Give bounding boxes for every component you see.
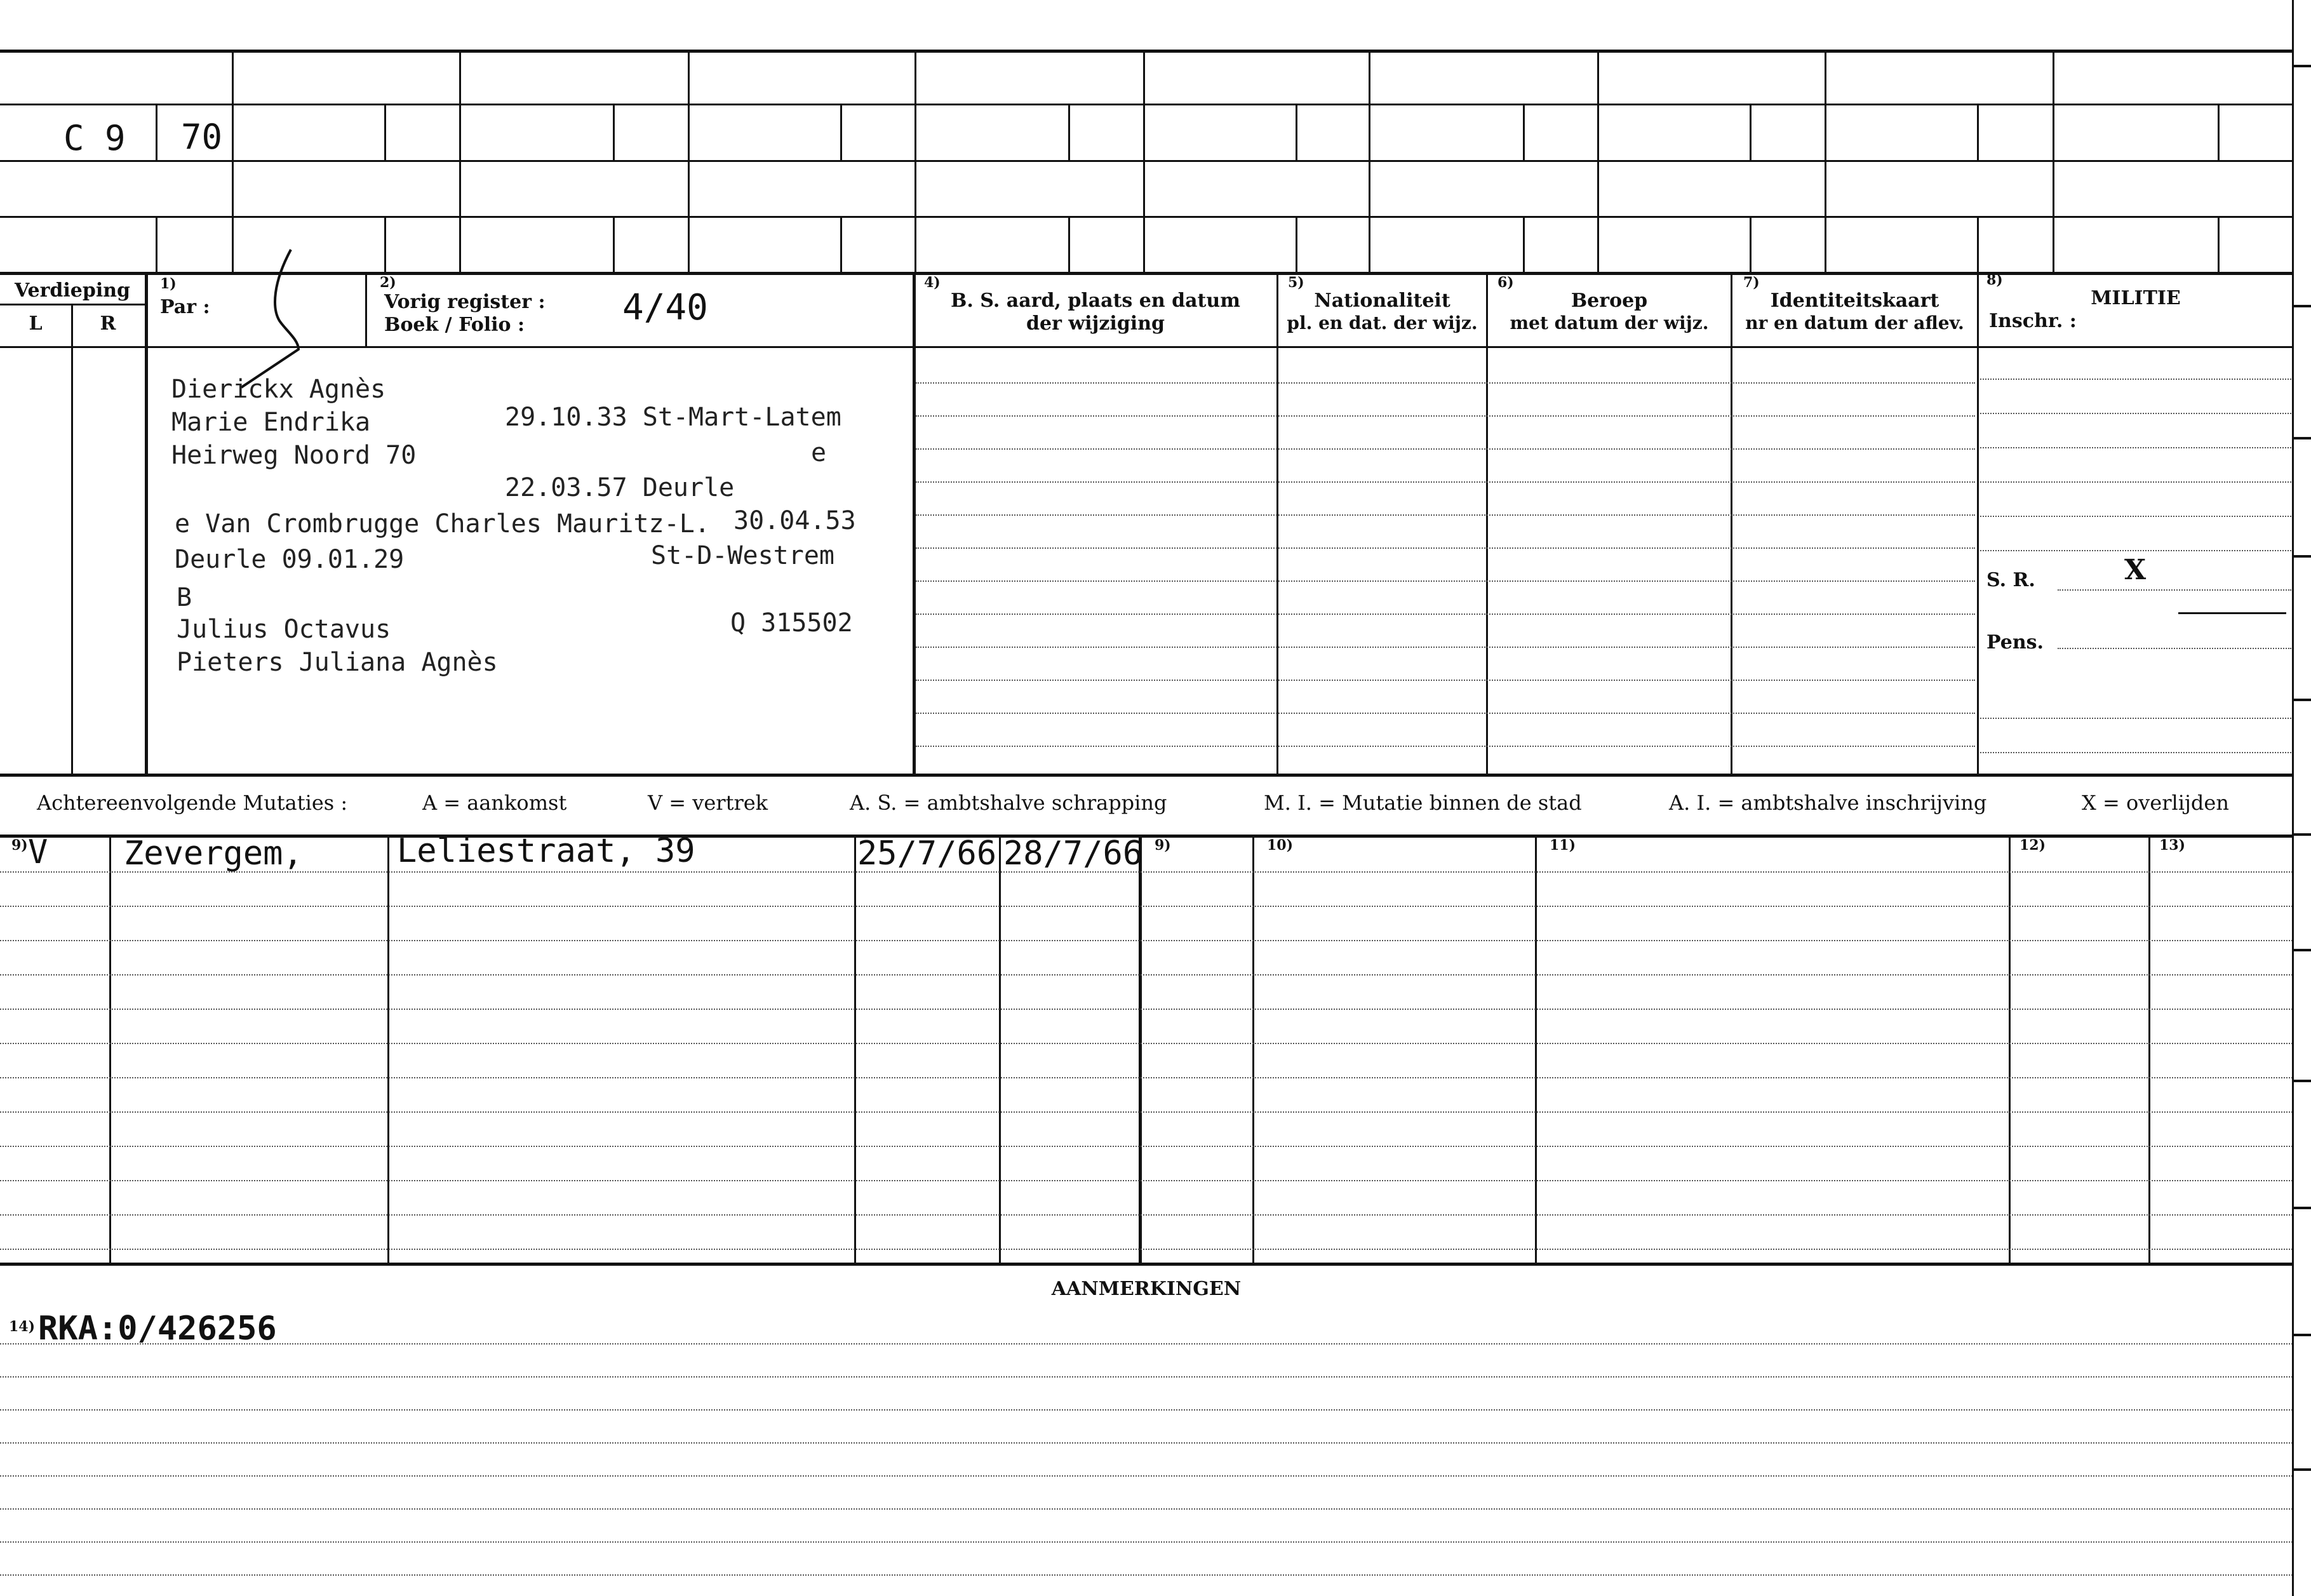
mutaties-title: Achtereenvolgende Mutaties : — [37, 791, 348, 815]
mut-num-10: 10) — [1267, 837, 1294, 854]
mut-street: Leliestraat, 39 — [397, 832, 695, 870]
inschr-label: Inschr. : — [1989, 310, 2077, 332]
col8-num: 8) — [1986, 272, 2003, 288]
id-number: Q 315502 — [730, 608, 853, 638]
mutaties-top-border — [0, 774, 2293, 777]
l-label: L — [29, 312, 43, 335]
e-mark: e — [811, 438, 827, 467]
col2-num: 2) — [380, 274, 396, 291]
legend-mi: M. I. = Mutatie binnen de stad — [1264, 791, 1582, 815]
sr-label: S. R. — [1986, 569, 2035, 591]
r-label: R — [100, 312, 116, 335]
mut-num-12: 12) — [2020, 837, 2046, 854]
col4-line2: der wijziging — [1026, 312, 1165, 335]
legend-v: V = vertrek — [648, 791, 768, 815]
mut-num-13: 13) — [2159, 837, 2186, 854]
mut-date1: 25/7/66 — [857, 835, 997, 873]
col1-num: 1) — [160, 276, 177, 292]
col6-line1: Beroep — [1571, 290, 1648, 312]
person-line: Pieters Juliana Agnès — [177, 648, 498, 677]
col7-num: 7) — [1743, 274, 1760, 291]
person-line: Marie Endrika — [171, 408, 371, 437]
remarks-num: 14) — [9, 1318, 36, 1335]
header-top-border — [0, 272, 2293, 275]
mut-date2: 28/7/66 — [1003, 835, 1143, 873]
top-border — [0, 50, 2293, 53]
mut-num-9: 9) — [11, 837, 28, 854]
mut-num-9b: 9) — [1155, 837, 1171, 854]
person-line: e Van Crombrugge Charles Mauritz-L. — [175, 509, 710, 539]
militie-title: MILITIE — [2091, 287, 2181, 309]
col6-line2: met datum der wijz. — [1510, 312, 1709, 333]
remarks-text: RKA:0/426256 — [38, 1310, 277, 1348]
date2: 22.03.57 Deurle — [505, 473, 735, 502]
person-line: B — [177, 583, 192, 612]
par-signature — [235, 245, 311, 391]
top-code-b: 70 — [181, 117, 223, 157]
col5-num: 5) — [1288, 274, 1304, 291]
boek-folio-label: Boek / Folio : — [384, 314, 525, 336]
sr-value: X — [2124, 554, 2147, 586]
pens-label: Pens. — [1986, 631, 2044, 654]
person-line: Heirweg Noord 70 — [171, 441, 417, 470]
mut-code: V — [28, 833, 48, 871]
remarks-title: AANMERKINGEN — [1051, 1278, 1242, 1300]
boek-folio-value: 4/40 — [622, 287, 708, 328]
birth-info: 29.10.33 St-Mart-Latem — [505, 403, 841, 432]
top-grid-line — [0, 104, 2293, 105]
person-line: Dierickx Agnès — [171, 375, 386, 404]
mut-city: Zevergem, — [124, 835, 303, 873]
col6-num: 6) — [1497, 274, 1514, 291]
col7-line2: nr en datum der aflev. — [1745, 312, 1964, 333]
legend-a: A = aankomst — [422, 791, 567, 815]
legend-x: X = overlijden — [2082, 791, 2229, 815]
top-grid-line — [0, 216, 2293, 218]
top-code-a: C 9 — [64, 118, 126, 158]
date3: 30.04.53 — [733, 506, 856, 535]
par-label: Par : — [160, 296, 210, 318]
legend-ai: A. I. = ambtshalve inschrijving — [1669, 791, 1987, 815]
col5-line2: pl. en dat. der wijz. — [1287, 312, 1478, 333]
col4-line1: B. S. aard, plaats en datum — [951, 290, 1240, 312]
mut-num-11: 11) — [1550, 837, 1576, 854]
col4-num: 4) — [924, 274, 941, 291]
vorig-register-label: Vorig register : — [384, 291, 546, 313]
top-grid-line — [0, 160, 2293, 162]
col5-line1: Nationaliteit — [1314, 290, 1450, 312]
place3: St-D-Westrem — [651, 541, 834, 570]
legend-as: A. S. = ambtshalve schrapping — [850, 791, 1167, 815]
header-bottom-line — [0, 346, 2293, 348]
verdieping-label: Verdieping — [14, 279, 131, 302]
person-line: Deurle 09.01.29 — [175, 545, 405, 574]
col7-line1: Identiteitskaart — [1770, 290, 1939, 312]
person-line: Julius Octavus — [177, 615, 391, 644]
